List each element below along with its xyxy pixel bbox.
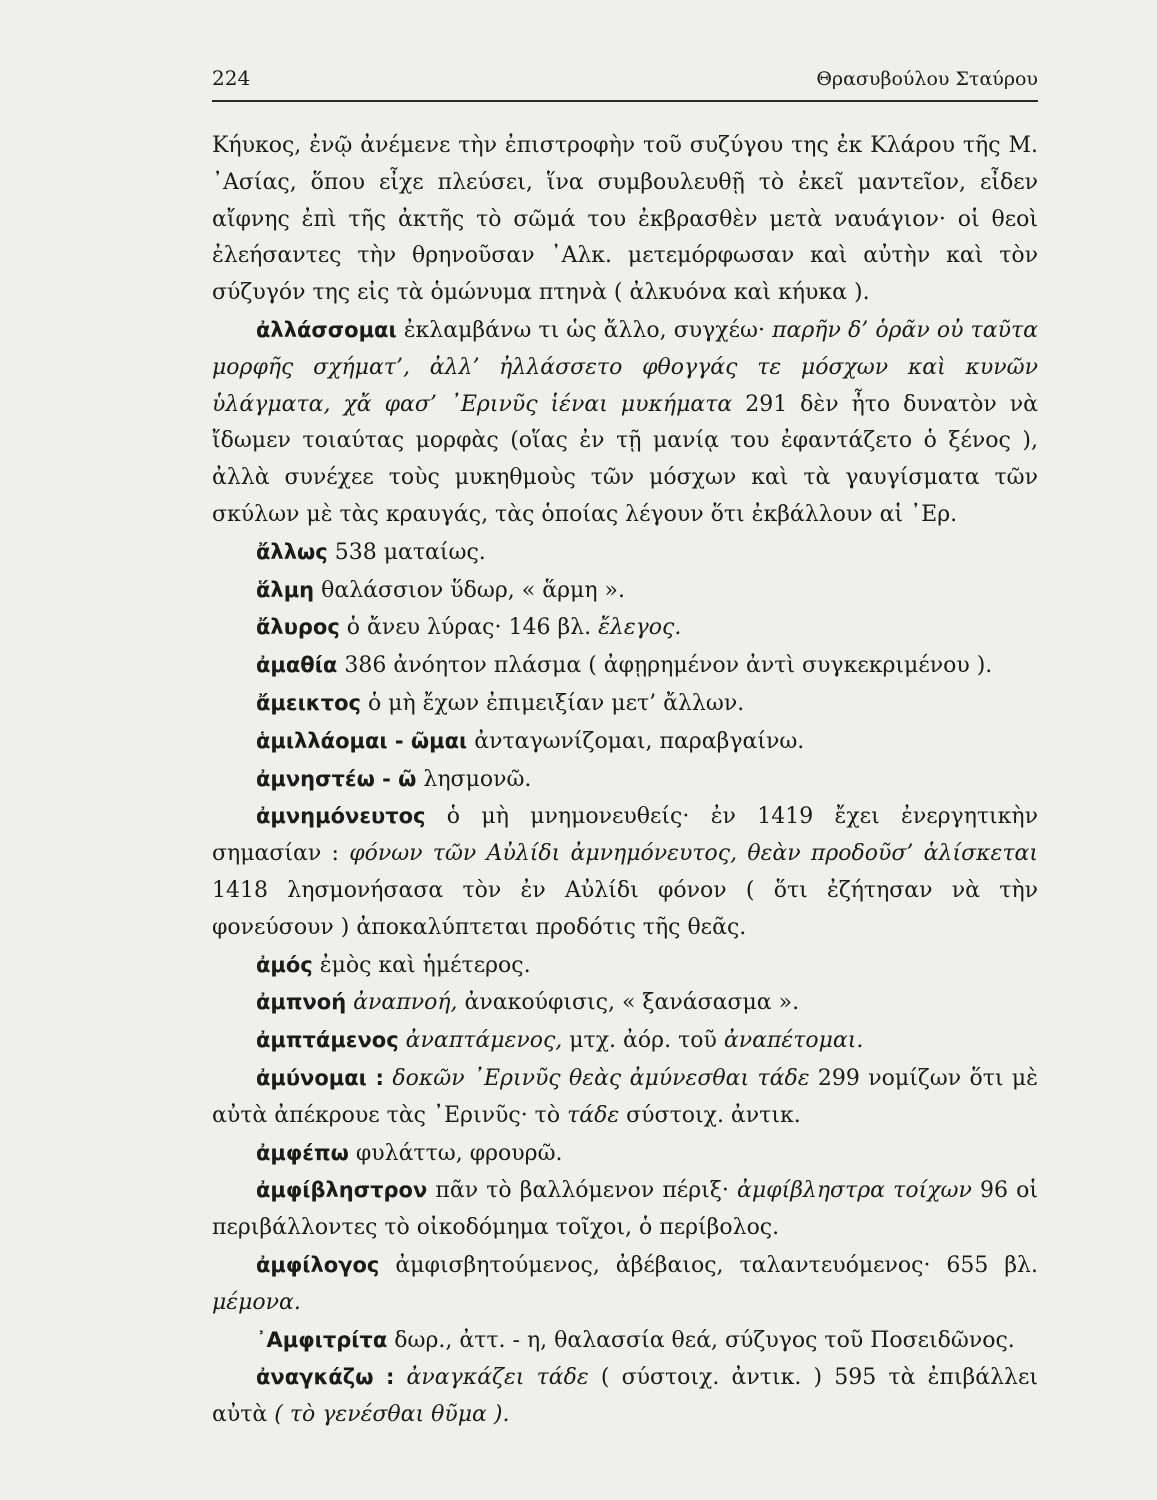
entry-definition: ἀνακούφισις, « ξανάσασμα ». bbox=[457, 990, 800, 1016]
entry-definition: θαλάσσιον ὕδωρ, « ἅρμη ». bbox=[314, 577, 625, 603]
entry-headword: ἀμός bbox=[256, 952, 313, 977]
entry-headword: ἀμνημόνευτος bbox=[256, 804, 426, 829]
glossary-entry bbox=[212, 1135, 1038, 1173]
entry-headword: ἀμπνοή bbox=[256, 990, 347, 1015]
page-number: 224 bbox=[212, 66, 251, 90]
entry-quotation: ἀμφίβληστρα τοίχων bbox=[737, 1178, 972, 1204]
entry-definition: ἐκλαμβάνω τι ὡς ἄλλο, συγχέω· bbox=[396, 317, 773, 343]
entry-quotation: φόνων τῶν Αὐλίδι ἀμνημόνευτος, θεὰν προδοῦσ’ ἁλίσκεται bbox=[349, 841, 1038, 867]
entry-definition: ὁ μὴ μνημονευθείς· ἐν 1419 ἔχει ἐνεργητικὴν σημασίαν : bbox=[212, 804, 1038, 867]
page-header bbox=[212, 66, 1038, 102]
entry-headword: ἀλλάσσομαι bbox=[256, 317, 397, 342]
entry-definition: ( σύστοιχ. ἀντικ. ) 595 τὰ ἐπιβάλλει αὐτὰ bbox=[212, 1365, 1038, 1428]
entry-definition: 1418 λησμονήσασα τὸν ἐν Αὐλίδι φόνον ( ὅτι ἐζήτησαν νὰ τὴν φονεύσουν ) ἀποκαλύπτεται προδότις τῆς θεᾶς. bbox=[212, 877, 1038, 940]
entry-headword: ἀμνηστέω - ῶ bbox=[256, 766, 417, 791]
entry-definition: 386 ἀνόητον πλάσμα ( ἀφῃρημένον ἀντὶ συγκεκριμένου ). bbox=[337, 653, 993, 679]
entry-definition: ἀμφισβητούμενος, ἀβέβαιος, ταλαντευόμενος· 655 βλ. bbox=[379, 1252, 1038, 1278]
entry-headword: ἀμφίβληστρον bbox=[256, 1178, 428, 1203]
entry-quotation: δοκῶν ᾿Ερινῦς θεὰς ἀμύνεσθαι τάδε bbox=[383, 1065, 810, 1091]
entry-quotation: ἀναγκάζει τάδε bbox=[394, 1365, 589, 1391]
glossary-entry bbox=[212, 685, 1038, 723]
entry-headword: ἅλμη bbox=[256, 577, 315, 602]
entry-definition: ὁ μὴ ἔχων ἐπιμειξίαν μετ’ ἄλλων. bbox=[360, 690, 745, 716]
entry-headword: ἀμαθία bbox=[256, 653, 338, 678]
entry-headword: ἁμιλλάομαι - ῶμαι bbox=[256, 728, 468, 753]
entry-definition: ἐμὸς καὶ ἡμέτερος. bbox=[312, 952, 531, 978]
glossary-entry bbox=[212, 798, 1038, 946]
entry-definition: 96 οἱ περιβάλλοντες τὸ οἰκοδόμημα τοῖχοι, ὁ περίβολος. bbox=[212, 1178, 1039, 1241]
entry-definition: 538 ματαίως. bbox=[327, 539, 486, 565]
entry-definition: δωρ., ἀττ. - η, θαλασσία θεά, σύζυγος τοῦ Ποσειδῶνος. bbox=[387, 1327, 1015, 1353]
glossary-entry bbox=[212, 947, 1038, 985]
glossary-entry bbox=[212, 1060, 1038, 1135]
glossary-entry bbox=[212, 1322, 1038, 1360]
entry-definition: 291 δὲν ἦτο δυνατὸν νὰ ἴδωμεν τοιαύτας μορφὰς (οἵας ἐν τῇ μανίᾳ του ἐφαντάζετο ὁ ξένος ), ἀλλὰ συνέχεε τοὺς μυκηθμοὺς τῶν μόσχων καὶ τὰ γαυγίσματα τῶν σκύλων μὲ τὰς κραυγάς, τὰς ὁποίας λέγουν ὅτι ἐκβάλλουν αἱ ᾿Ερ. bbox=[212, 391, 1038, 527]
entry-definition: σύστοιχ. ἀντικ. bbox=[619, 1102, 801, 1128]
entry-quotation: ἀναπτάμενος, bbox=[398, 1028, 563, 1054]
entry-quotation: ἀναπνοή, bbox=[346, 990, 458, 1016]
glossary-entry bbox=[212, 534, 1038, 572]
entry-headword: ἀμπτάμενος bbox=[256, 1028, 399, 1053]
glossary-entry bbox=[212, 312, 1038, 534]
entry-headword: ᾿Αμφιτρίτα bbox=[256, 1327, 388, 1352]
entry-quotation: παρῆν δ’ ὁρᾶν οὐ ταῦτα μορφῆς σχήματ’, ἀλλ’ ἠλλάσσετο φθογγάς τε μόσχων καὶ κυνῶν ὑλάγματα, χἄ φασ’ ᾿Ερινῦς ἱέναι μυκήματα bbox=[212, 317, 1038, 417]
glossary-entry bbox=[212, 1247, 1038, 1322]
glossary-entry bbox=[212, 647, 1038, 685]
entry-quotation: ( τὸ γενέσθαι θῦμα ). bbox=[274, 1402, 510, 1428]
entry-definition: ὁ ἄνευ λύρας· 146 βλ. bbox=[339, 615, 599, 641]
glossary-entry bbox=[212, 572, 1038, 610]
running-title: Θρασυβούλου Σταύρου bbox=[816, 68, 1038, 90]
entry-definition: φυλάττω, φρουρῶ. bbox=[348, 1140, 563, 1166]
entry-quotation: ἔλεγος. bbox=[598, 615, 682, 641]
entry-quotation: ἀναπέτομαι. bbox=[723, 1028, 864, 1054]
entry-quotation: τάδε bbox=[567, 1102, 620, 1128]
entry-definition: μτχ. ἀόρ. τοῦ bbox=[562, 1028, 724, 1054]
glossary-entry bbox=[212, 1022, 1038, 1060]
entry-definition: λησμονῶ. bbox=[416, 766, 532, 792]
entry-headword: ἀναγκάζω : bbox=[256, 1365, 395, 1390]
entry-headword: ἀμφέπω bbox=[256, 1140, 349, 1165]
entry-headword: ἄλυρος bbox=[256, 615, 340, 640]
glossary-entry bbox=[212, 1359, 1038, 1434]
glossary-entry bbox=[212, 984, 1038, 1022]
entry-definition: 299 νομίζων ὅτι μὲ αὐτὰ ἀπέκρουε τὰς ᾿Ερινῦς· τὸ bbox=[212, 1065, 1038, 1128]
entry-quotation: μέμονα. bbox=[212, 1289, 301, 1315]
glossary-entry bbox=[212, 609, 1038, 647]
intro-paragraph: Κήυκος, ἐνῷ ἀνέμενε τὴν ἐπιστροφὴν τοῦ συζύγου της ἐκ Κλάρου τῆς Μ. ᾿Ασίας, ὅπου εἶχε πλεύσει, ἵνα συμβουλευθῇ τὸ ἐκεῖ μαντεῖον, εἶδεν αἴφνης ἐπὶ τῆς ἀκτῆς τὸ σῶμά του ἐκβρασθὲν μετὰ ναυάγιον· οἱ θεοὶ ἐλεήσαντες τὴν θρηνοῦσαν ᾿Αλκ. μετεμόρφωσαν καὶ αὐτὴν καὶ τὸν σύζυγόν της εἰς τὰ ὁμώνυμα πτηνὰ ( ἀλκυόνα καὶ κήυκα ). bbox=[212, 133, 1038, 306]
entry-headword: ἀμύνομαι : bbox=[256, 1065, 384, 1090]
entry-definition: πᾶν τὸ βαλλόμενον πέριξ· bbox=[427, 1178, 738, 1204]
entry-definition: ἀνταγωνίζομαι, παραβγαίνω. bbox=[467, 728, 805, 754]
glossary-entry bbox=[212, 1172, 1038, 1247]
entry-headword: ἄλλως bbox=[256, 539, 328, 564]
glossary-entry bbox=[212, 761, 1038, 799]
entry-headword: ἀμφίλογος bbox=[256, 1252, 380, 1277]
entry-headword: ἄμεικτος bbox=[256, 690, 361, 715]
body-text bbox=[212, 128, 1038, 1434]
glossary-entry bbox=[212, 723, 1038, 761]
